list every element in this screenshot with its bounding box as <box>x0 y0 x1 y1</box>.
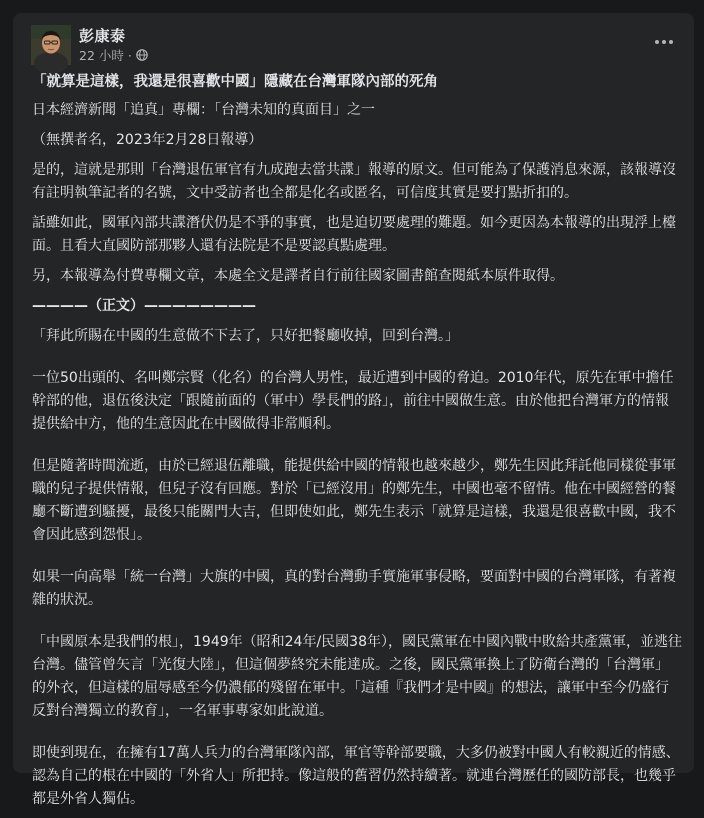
globe-icon[interactable] <box>136 49 148 61</box>
avatar-photo <box>31 25 71 65</box>
body-paragraph-3: 如果一向高舉「統一台灣」大旗的中國，真的對台灣動手實施軍事侵略，要面對中國的台灣軍隊，有著複雜的狀況。 <box>32 569 676 608</box>
post-header <box>13 13 694 71</box>
section-divider: ————（正文）———————— <box>32 298 256 314</box>
post-body <box>32 71 682 818</box>
post-source: 日本經濟新聞「追真」專欄：「台灣未知的真面目」之一 <box>32 102 375 118</box>
more-options-button[interactable] <box>650 30 678 54</box>
avatar[interactable] <box>31 25 71 65</box>
author-name[interactable]: 彭康泰 <box>79 27 126 45</box>
post-time[interactable]: 22 小時 <box>79 48 124 63</box>
post-title: 「就算是這樣，我還是很喜歡中國」隱藏在台灣軍隊內部的死角 <box>32 74 438 90</box>
intro-paragraph-1: 是的，這就是那則「台灣退伍軍官有九成跑去當共諜」報導的原文。但可能為了保護消息來源，該報導沒有註明執筆記者的名號，文中受訪者也全都是化名或匿名，可信度其實是要打點折扣的。 <box>32 162 676 201</box>
body-paragraph-4: 「中國原本是我們的根」，1949年（昭和24年/民國38年），國民黨軍在中國內戰中敗給共產黨軍，並逃往台灣。儘管曾矢言「光復大陸」，但這個夢終究未能達成。之後，國民黨軍換上了防衛台灣的「台灣軍」的外衣，但這樣的屈辱感至今仍濃郁的殘留在軍中。「這種『我們才是中國』的想法，讓軍中至今仍盛行反對台灣獨立的教育」，一名軍事專家如此說道。 <box>32 634 682 719</box>
post-byline: （無撰者名，2023年2月28日報導） <box>32 132 263 148</box>
body-paragraph-5: 即使到現在，在擁有17萬人兵力的台灣軍隊內部，軍官等幹部要職，大多仍被對中國人有較親近的情感、認為自己的根在中國的「外省人」所把持。像這般的舊習仍然持續著。就連台灣歷任的國防部長，也幾乎都是外省人獨佔。 <box>32 745 680 807</box>
more-options-icon <box>654 39 674 45</box>
post-meta <box>79 46 148 64</box>
body-paragraph-1: 一位50出頭的、名叫鄭宗賢（化名）的台灣人男性，最近遭到中國的脅迫。2010年代，原先在軍中擔任幹部的他，退伍後決定「跟隨前面的（軍中）學長們的路」，前往中國做生意。由於他把台灣軍方的情報提供給中方，他的生意因此在中國做得非常順利。 <box>32 370 674 432</box>
post-card <box>13 13 694 807</box>
opening-quote: 「拜此所賜在中國的生意做不下去了，只好把餐廳收掉，回到台灣。」 <box>32 328 459 344</box>
intro-paragraph-2: 話雖如此，國軍內部共諜潛伏仍是不爭的事實，也是迫切要處理的難題。如今更因為本報導的出現浮上檯面。且看大直國防部那夥人還有法院是不是要認真點處理。 <box>32 215 676 254</box>
intro-paragraph-3: 另，本報導為付費專欄文章，本處全文是譯者自行前往國家圖書館查閱紙本原件取得。 <box>32 268 564 284</box>
meta-separator: · <box>127 47 132 63</box>
body-paragraph-2: 但是隨著時間流逝，由於已經退伍離職，能提供給中國的情報也越來越少，鄭先生因此拜託他同樣從事軍職的兒子提供情報，但兒子沒有回應。對於「已經沒用」的鄭先生，中國也毫不留情。他在中國經營的餐廳不斷遭到騷擾，最後只能關門大吉，但即使如此，鄭先生表示「就算是這樣，我還是很喜歡中國，我不會因此感到怨恨」。 <box>32 458 676 543</box>
